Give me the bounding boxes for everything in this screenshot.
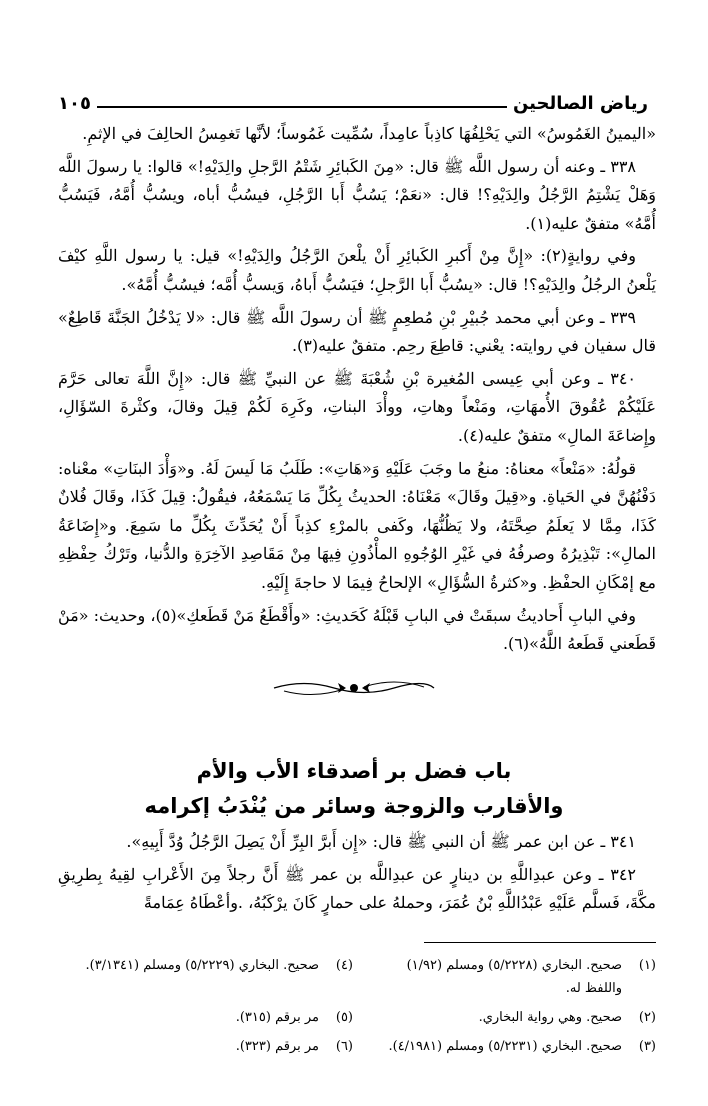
explanation-paragraph: قولُهُ: «مَنْعاً» معناهُ: منعُ ما وجَبَ عَلَيْهِ وَ«هَاتِ»: طَلَبُ مَا لَيسَ لَهُ. و«وَأْدَ البنَاتِ» معْناه: دَفْنُهُنَّ في الحَياةِ. و«قِيلَ وقَالَ» مَعْنَاهُ: الحديثُ بِكُلِّ مَا يَسْمَعُهُ، فيقُولُ: قِيلَ كَذَا، وقَالَ فُلانٌ كَذَا، مِمَّا لا يَعلَمُ صِحَّتَهُ، ولا يَظُنُّهَا، وكَفى بالمرْءِ كذِباً أَنْ يُحَدِّثَ بِكُلِّ ما سَمِعَ. و«إِضَاعَةُ المالِ»: تَبْذِيرُهُ وصرفُهُ في غَيْرِ الوُجُوهِ المأْذُونِ فِيهَا مِنْ مَقَاصِدِ الآخِرَةِ والدُّنيا، وتَرْكُ حِفْظِهِ مع إمْكَانِ الحفْظِ. و«كثرةُ السُّؤَالِ» الإلحاحُ فِيمَا لا حاجةَ إِلَيْهِ. — [58, 458, 657, 592]
footnote-2 — [353, 1007, 656, 1028]
hadith-338: ٣٣٨ ـ وعنه أن رسول اللَّه ﷺ قال: «مِنَ الكَبائِرِ شَتْمُ الرَّجلِ والِدَيْهِ!» قالوا: يا رسولَ اللَّه وَهَلْ يَشْتِمُ الرَّجُلُ والِدَيْهِ؟! قال: «نعَمْ؛ يَسُبُّ أَبا الرَّجُلِ، فيسُبُّ أباه، ويسُبُّ أُمَّهُ، فَيَسُبُّ أُمَّهُ» متفقٌ عليه(١). — [58, 156, 656, 233]
page-number: ١٠٥ — [58, 93, 91, 114]
footnote-1 — [353, 955, 656, 976]
hadith-339: ٣٣٩ ـ وعن أبي محمد جُبيْرِ بْنِ مُطعِمٍ ﷺ أن رسولَ اللَّه ﷺ قال: «لا يَدْخُلُ الجَنَّةَ قَاطِعٌ» قال سفيان في روايته: يعْني: قاطِعَ رحِم. متفقٌ عليه(٣). — [58, 307, 656, 356]
hadith-341: ٣٤١ ـ عن ابن عمر ﷺ أن النبي ﷺ قال: «إِن أَبرَّ البِرِّ أَنْ يَصِلَ الرَّجُلُ وُدَّ أَبِيهِ». — [126, 832, 636, 851]
footnote-text: مر برقم (٣٢٣). — [235, 1039, 319, 1054]
hadith-342: ٣٤٢ ـ وعن عبدِاللَّهِ بن دينارٍ عن عبدِاللَّه بن عمر ﷺ أَنَّ رجلاً مِنَ الأَعْرابِ لقِيهُ بِطرِيقِ مكَّةَ، فَسلَّم عَلَيْهِ عَبْدُاللَّهِ بْنُ عُمَرَ، وحملهُ على حمارٍ كَانَ يرْكَبُهُ، .وأعْطَاهُ عِمَامةً — [58, 864, 656, 913]
header-rule — [97, 106, 507, 108]
footnote-text: صحيح. البخاري (٥/٢٢٢٨) ومسلم (١/٩٢) — [406, 958, 622, 973]
book-title: رياض الصالحين — [512, 93, 648, 114]
footnote-4 — [50, 955, 353, 976]
ornament-divider — [264, 675, 444, 701]
footnote-text: صحيح. وهي رواية البخاري. — [478, 1010, 622, 1025]
footnote-number: (٦) — [335, 1039, 353, 1054]
section-heading — [80, 754, 628, 824]
section-title-line-2: والأقارب والزوجة وسائر من يُنْدَبُ إكرامه — [144, 794, 564, 818]
footnote-number: (٢) — [638, 1010, 656, 1025]
footnote-text: واللفظ له. — [565, 981, 622, 996]
footnote-number: (٥) — [335, 1010, 353, 1025]
footnote-text: مر برقم (٣١٥). — [235, 1010, 319, 1025]
footnote-empty — [50, 978, 353, 999]
footnote-rule — [424, 942, 656, 943]
footnote-number: (١) — [638, 958, 656, 973]
footnote-number: (٤) — [335, 958, 353, 973]
footnote-number — [622, 978, 656, 999]
footnote-5 — [50, 1007, 353, 1028]
running-header — [58, 86, 648, 116]
riwaya-paragraph: وفي روايةٍ(٢): «إِنَّ مِنْ أَكبرِ الكَبائِرِ أَنْ يلْعنَ الرَّجُلُ والِدَيْهِ!» قيل: يا رسول اللَّهِ كيْفَ يَلْعنُ الرجُلُ والِدَيْهِ؟! قال: «يسُبُّ أَبا الرَّجلِ؛ فيَسُبُّ أَباهُ، وَيسبُّ أُمَّه؛ فيسُبُّ أُمَّهُ». — [58, 246, 656, 294]
footnote-3 — [353, 1036, 656, 1057]
footnote-text: صحيح. البخاري (٥/٢٢٣١) ومسلم (٤/١٩٨١). — [388, 1039, 622, 1054]
hadith-340: ٣٤٠ ـ وعن أبي عِيسى المُغيرة بْنِ شُعْبَةَ ﷺ عن النبيِّ ﷺ قال: «إِنَّ اللَّهَ تعالى حَرَّمَ عَلَيْكُمْ عُقُوقَ الأُمهَاتِ، ومَنْعاً وهاتِ، ووأْدَ البناتِ، وكَرِهَ لَكُمْ قِيلَ وقالَ، وكثْرةَ السّؤَالِ، وإِضاعَةَ المالِ» متفقٌ عليه(٤). — [58, 368, 656, 445]
footnote-row — [50, 955, 656, 976]
paragraph-1: «اليمينُ الغَمُوسُ» التي يَحْلِفُهَا كاذِباً عامِداً، سُمِّيت غَمُوساً؛ لأنَّها تَغمِسُ الحالِفَ في الإثمِ. — [82, 124, 656, 143]
main-text — [58, 120, 656, 663]
footnotes — [50, 955, 656, 1065]
footnote-row — [50, 978, 656, 999]
section-text — [58, 828, 656, 922]
footnote-1-continued — [353, 978, 656, 999]
footnote-number: (٣) — [638, 1039, 656, 1054]
footnote-text: صحيح. البخاري (٥/٢٢٢٩) ومسلم (٣/١٣٤١). — [85, 958, 319, 973]
footnote-6 — [50, 1036, 353, 1057]
section-title-line-1: باب فضل بر أصدقاء الأب والأم — [196, 759, 512, 783]
footnote-row — [50, 1007, 656, 1028]
references-paragraph: وفي البابِ أَحاديثُ سبقَتْ في البابِ قَبْلَهُ كَحَديثِ: «وأَقْطَعُ مَنْ قَطَعكِ»(٥)، وحديث: «مَنْ قَطَعني قَطَعهُ اللَّهُ»(٦). — [58, 605, 656, 654]
footnote-row — [50, 1036, 656, 1057]
footnote-text — [50, 978, 319, 999]
footnote-number — [319, 978, 353, 999]
